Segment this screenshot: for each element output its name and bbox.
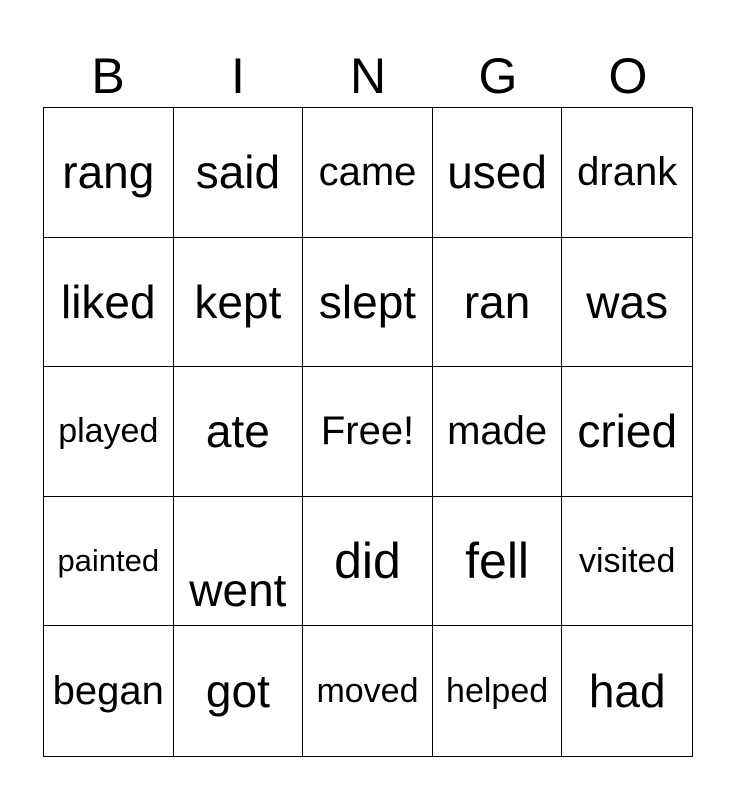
bingo-cell[interactable]: played	[44, 367, 174, 497]
bingo-cell[interactable]: ate	[174, 367, 304, 497]
free-space-cell[interactable]: Free!	[303, 367, 433, 497]
bingo-cell[interactable]: slept	[303, 238, 433, 368]
bingo-cell[interactable]: kept	[174, 238, 304, 368]
bingo-board	[43, 107, 693, 757]
bingo-cell[interactable]: fell	[433, 497, 563, 627]
header-letter-g: G	[478, 48, 518, 104]
header-letter-b: B	[91, 48, 125, 104]
header-letter-i: I	[231, 48, 245, 104]
bingo-cell[interactable]: liked	[44, 238, 174, 368]
bingo-cell[interactable]: painted	[44, 497, 174, 627]
bingo-cell[interactable]: made	[433, 367, 563, 497]
bingo-cell[interactable]: came	[303, 108, 433, 238]
bingo-cell[interactable]: went	[174, 497, 304, 627]
bingo-cell[interactable]: said	[174, 108, 304, 238]
bingo-cell[interactable]: did	[303, 497, 433, 627]
bingo-cell[interactable]: moved	[303, 626, 433, 756]
bingo-cell[interactable]: began	[44, 626, 174, 756]
header-letter-o: O	[608, 48, 648, 104]
bingo-header	[43, 46, 693, 106]
bingo-cell[interactable]: was	[562, 238, 692, 368]
bingo-cell[interactable]: visited	[562, 497, 692, 627]
bingo-cell[interactable]: used	[433, 108, 563, 238]
bingo-cell[interactable]: rang	[44, 108, 174, 238]
bingo-cell[interactable]: helped	[433, 626, 563, 756]
bingo-cell[interactable]: had	[588, 665, 666, 718]
bingo-cell[interactable]: got	[174, 626, 304, 756]
bingo-cell[interactable]: cried	[562, 367, 692, 497]
header-letter-n: N	[349, 48, 387, 104]
bingo-cell[interactable]: drank	[562, 108, 692, 238]
bingo-cell[interactable]: ran	[433, 238, 563, 368]
